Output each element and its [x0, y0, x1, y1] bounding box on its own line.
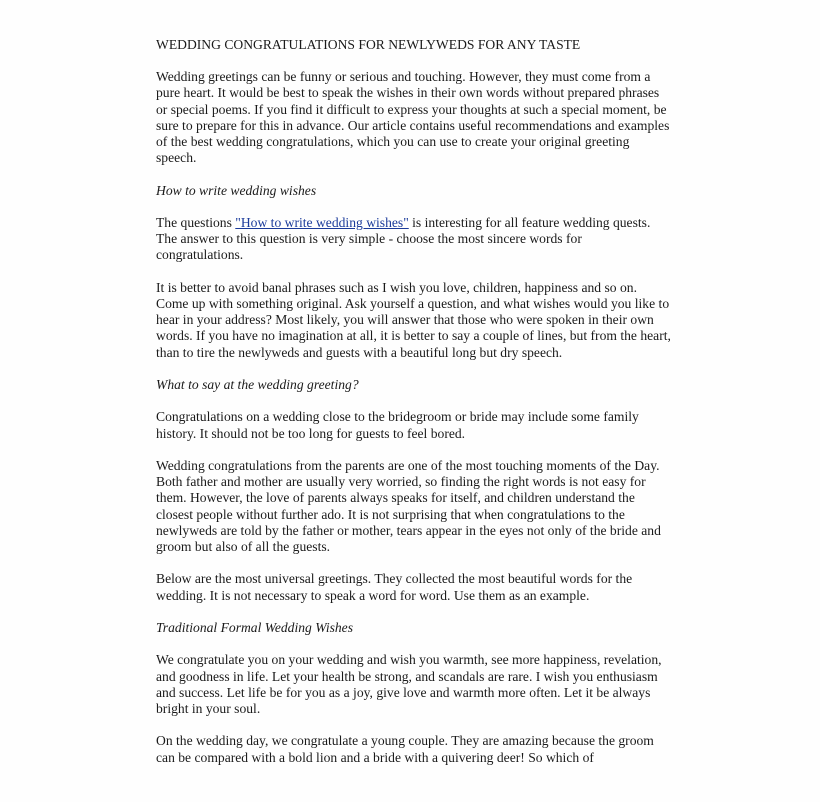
young-couple-paragraph: On the wedding day, we congratulate a young couple. They are amazing because the groom can be compared with a bold lion and a bride with a quivering deer! So which of — [156, 733, 654, 765]
parents-paragraph: Wedding congratulations from the parents are one of the most touching moments of the Day. Both father and mother are usually very worried, so finding the right words is not easy for them. However, the love of parents always speaks for itself, and children understand the closest people without further ado. It is not surprising that when congratulations to the newlyweds are told by the father or mother, tears appear in the eyes not only of the bride and groom but also of all the guests. — [156, 457, 661, 554]
questions-paragraph — [156, 215, 672, 264]
document-content — [156, 37, 672, 782]
section-heading-traditional: Traditional Formal Wedding Wishes — [156, 619, 354, 635]
section-heading-how-to-write: How to write wedding wishes — [156, 182, 317, 198]
questions-text-after: is interesting for all feature wedding quests. The answer to this question is very simple - choose the most sincere words for congratulations. — [156, 215, 651, 263]
document-title: WEDDING CONGRATULATIONS FOR NEWLYWEDS FOR ANY TASTE — [156, 37, 581, 52]
formal-wish-paragraph: We congratulate you on your wedding and wish you warmth, see more happiness, revelation, and goodness in life. Let your health be strong, and scandals are rare. I wish you enthusiasm and success. Let life be for you as a joy, give love and warmth more often. Let it be always bright in your soul. — [156, 652, 662, 716]
universal-greetings-paragraph: Below are the most universal greetings. They collected the most beautiful words for the wedding. It is not necessary to speak a word for word. Use them as an example. — [156, 571, 633, 603]
family-history-paragraph: Congratulations on a wedding close to the bridegroom or bride may include some family history. It should not be too long for guests to feel bored. — [156, 409, 639, 441]
questions-text-before: The questions — [156, 215, 236, 230]
how-to-write-link[interactable]: "How to write wedding wishes" — [235, 215, 409, 230]
intro-paragraph: Wedding greetings can be funny or serious and touching. However, they must come from a pure heart. It would be best to speak the wishes in their own words without prepared phrases or special poems. If you find it difficult to express your thoughts at such a special moment, be sure to prepare for this in advance. Our article contains useful recommendations and examples of the best wedding congratulations, which you can use to create your original greeting speech. — [156, 69, 670, 166]
section-heading-what-to-say: What to say at the wedding greeting? — [156, 377, 359, 392]
avoid-banal-paragraph: It is better to avoid banal phrases such as I wish you love, children, happiness and so on. Come up with something original. Ask yourself a question, and what wishes would you like to hear in your address? Most likely, you will answer that those who were spoken in their own words. If you have no imagination at all, it is better to say a couple of lines, but from the heart, than to tire the newlyweds and guests with a beautiful long but dry speech. — [156, 279, 671, 360]
